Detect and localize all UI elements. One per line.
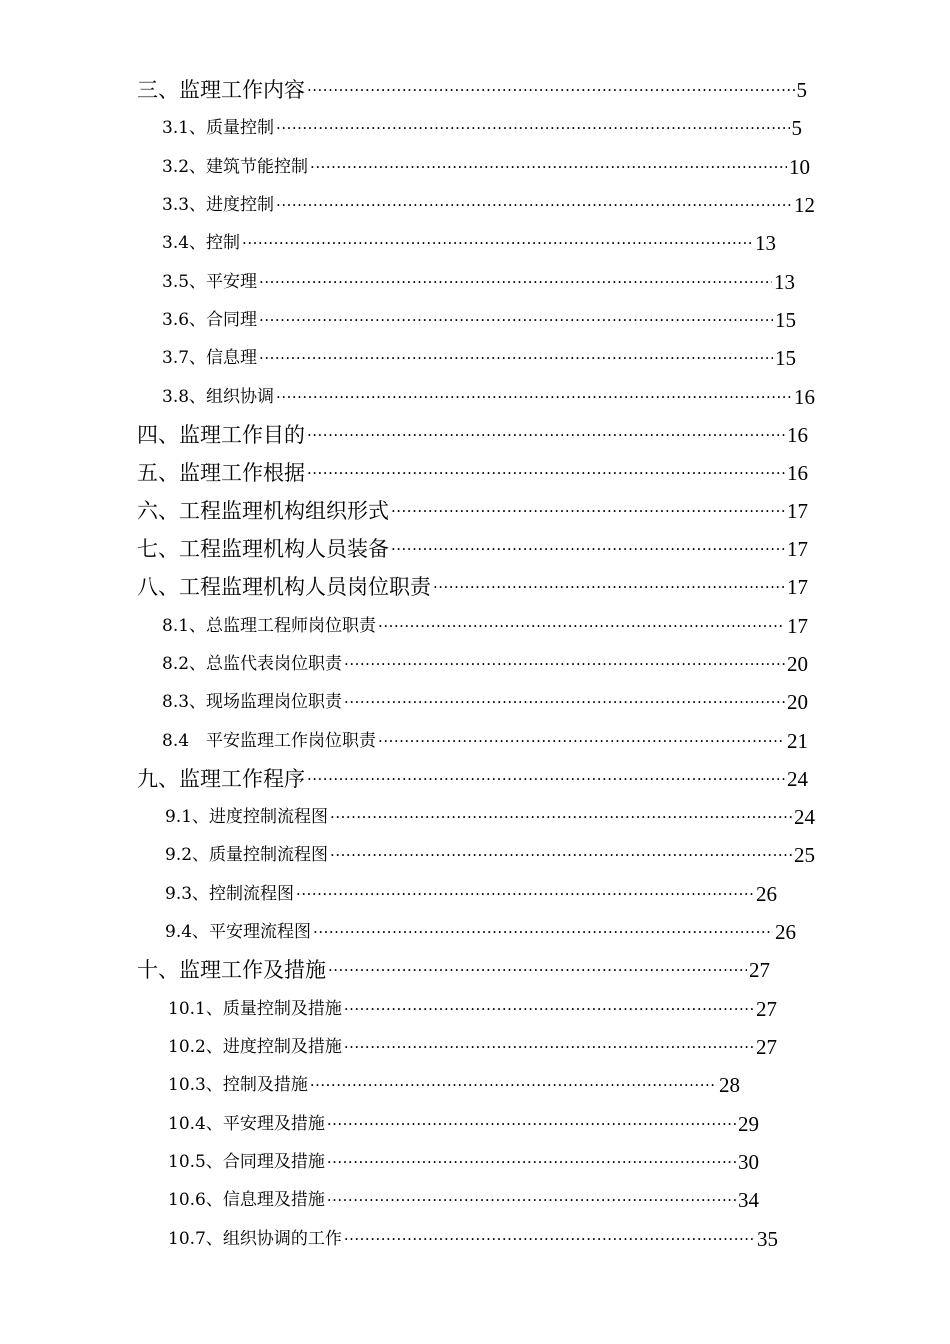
toc-entry-page: 20 [787, 690, 808, 714]
toc-entry-page: 27 [756, 1035, 777, 1059]
toc-entry-label: 四、监理工作目的 [137, 423, 305, 447]
toc-entry-label: 10.2、进度控制及措施 [168, 1037, 342, 1057]
toc-entry-label: 七、工程监理机构人员装备 [137, 537, 389, 561]
toc-entry-page: 21 [787, 729, 808, 753]
toc-entry-label: 3.2、建筑节能控制 [162, 157, 309, 177]
toc-entry-label: 九、监理工作程序 [137, 767, 305, 791]
toc-entry-page: 16 [794, 385, 815, 409]
toc-leader-dots [344, 695, 785, 710]
toc-entry [162, 233, 776, 254]
toc-entry-page: 17 [787, 499, 808, 523]
toc-entry-page: 29 [738, 1112, 759, 1136]
toc-entry-label: 十、监理工作及措施 [137, 958, 326, 982]
toc-entry-label: 10.6、信息理及措施 [168, 1190, 325, 1210]
toc-entry [162, 654, 808, 675]
toc-entry [137, 501, 808, 522]
toc-leader-dots [296, 887, 754, 902]
toc-leader-dots [259, 351, 773, 366]
toc-leader-dots [307, 466, 785, 481]
toc-entry-page: 27 [756, 997, 777, 1021]
toc-leader-dots [276, 390, 792, 405]
toc-entry-label: 3.6、合同理 [162, 310, 258, 330]
toc-leader-dots [276, 198, 792, 213]
toc-entry [165, 884, 777, 905]
toc-entry [137, 960, 770, 981]
toc-entry [137, 463, 808, 484]
toc-entry-page: 27 [749, 958, 770, 982]
toc-entry-label: 3.1、质量控制 [162, 118, 275, 138]
toc-entry-label: 9.2、质量控制流程图 [165, 845, 329, 865]
toc-entry-page: 34 [738, 1188, 759, 1212]
toc-entry [168, 1114, 759, 1135]
toc-entry [168, 999, 777, 1020]
toc-entry-page: 20 [787, 652, 808, 676]
toc-leader-dots [259, 275, 772, 290]
toc-leader-dots [313, 925, 773, 940]
toc-entry-label: 9.1、进度控制流程图 [165, 807, 329, 827]
toc-entry [162, 348, 796, 369]
toc-entry-page: 17 [787, 537, 808, 561]
toc-entry-label: 八、工程监理机构人员岗位职责 [137, 575, 431, 599]
toc-entry-page: 25 [794, 843, 815, 867]
toc-leader-dots [327, 1193, 736, 1208]
toc-entry-page: 16 [787, 423, 808, 447]
toc-leader-dots [259, 313, 773, 328]
toc-entry [165, 845, 815, 866]
toc-entry-label: 8.3、现场监理岗位职责 [162, 692, 343, 712]
toc-entry-page: 24 [787, 767, 808, 791]
toc-entry-page: 10 [789, 155, 810, 179]
toc-entry-page: 13 [774, 270, 795, 294]
toc-leader-dots [378, 734, 785, 749]
toc-leader-dots [378, 619, 785, 634]
toc-leader-dots [433, 580, 785, 595]
toc-entry-label: 10.1、质量控制及措施 [168, 999, 342, 1019]
toc-entry-label: 9.4、平安理流程图 [165, 922, 312, 942]
toc-entry-page: 5 [796, 78, 807, 102]
toc-entry [165, 807, 815, 828]
toc-entry [168, 1075, 740, 1096]
toc-entry-label: 8.1、总监理工程师岗位职责 [162, 616, 377, 636]
toc-entry [137, 769, 808, 790]
toc-entry [162, 272, 795, 293]
toc-entry [168, 1037, 777, 1058]
toc-entry-page: 12 [794, 193, 815, 217]
toc-leader-dots [391, 542, 785, 557]
toc-entry-label: 3.8、组织协调 [162, 387, 275, 407]
toc-leader-dots [328, 963, 747, 978]
toc-leader-dots [330, 848, 792, 863]
toc-leader-dots [344, 1002, 754, 1017]
toc-entry-label: 10.3、控制及措施 [168, 1075, 308, 1095]
toc-leader-dots [310, 1078, 717, 1093]
toc-entry [165, 922, 796, 943]
toc-entry-page: 5 [791, 116, 802, 140]
toc-leader-dots [276, 121, 789, 136]
toc-entry-label: 3.4、控制 [162, 233, 241, 253]
toc-leader-dots [344, 657, 785, 672]
toc-entry [162, 157, 810, 178]
toc-entry-label: 五、监理工作根据 [137, 461, 305, 485]
toc-entry [137, 425, 808, 446]
toc-leader-dots [327, 1155, 736, 1170]
toc-entry [162, 310, 796, 331]
toc-entry [162, 118, 802, 139]
toc-entry [137, 539, 808, 560]
toc-leader-dots [344, 1040, 754, 1055]
toc-leader-dots [327, 1117, 736, 1132]
toc-entry [168, 1229, 778, 1250]
toc-entry [168, 1152, 759, 1173]
toc-entry-page: 26 [756, 882, 777, 906]
toc-entry [137, 577, 808, 598]
toc-entry-label: 六、工程监理机构组织形式 [137, 499, 389, 523]
toc-entry [162, 616, 808, 637]
toc-entry-label: 三、监理工作内容 [137, 78, 305, 102]
toc-entry-label: 10.7、组织协调的工作 [168, 1229, 342, 1249]
toc-entry-label: 3.3、进度控制 [162, 195, 275, 215]
toc-entry [162, 195, 815, 216]
toc-entry-page: 17 [787, 575, 808, 599]
toc-entry-page: 35 [757, 1227, 778, 1251]
toc-entry [137, 80, 807, 101]
toc-entry-page: 30 [738, 1150, 759, 1174]
toc-entry-label: 10.5、合同理及措施 [168, 1152, 325, 1172]
toc-entry-label: 8.4 平安监理工作岗位职责 [162, 731, 377, 751]
toc-leader-dots [391, 504, 785, 519]
toc-entry [162, 387, 815, 408]
toc-leader-dots [307, 428, 785, 443]
toc-entry-label: 9.3、控制流程图 [165, 884, 295, 904]
toc-entry [168, 1190, 759, 1211]
toc-entry-page: 28 [719, 1073, 740, 1097]
toc-entry-page: 15 [775, 308, 796, 332]
toc-entry [162, 731, 808, 752]
toc-leader-dots [344, 1232, 755, 1247]
toc-entry-page: 24 [794, 805, 815, 829]
toc-entry-page: 16 [787, 461, 808, 485]
toc-entry-label: 3.5、平安理 [162, 272, 258, 292]
toc-leader-dots [310, 160, 787, 175]
toc-entry-page: 15 [775, 346, 796, 370]
toc-leader-dots [330, 810, 792, 825]
toc-leader-dots [307, 772, 785, 787]
toc-entry-label: 10.4、平安理及措施 [168, 1114, 325, 1134]
toc-entry-label: 3.7、信息理 [162, 348, 258, 368]
toc-entry-label: 8.2、总监代表岗位职责 [162, 654, 343, 674]
toc-leader-dots [307, 83, 795, 98]
toc-leader-dots [242, 236, 753, 251]
toc-entry [162, 692, 808, 713]
toc-entry-page: 17 [787, 614, 808, 638]
toc-entry-page: 13 [755, 231, 776, 255]
toc-entry-page: 26 [775, 920, 796, 944]
